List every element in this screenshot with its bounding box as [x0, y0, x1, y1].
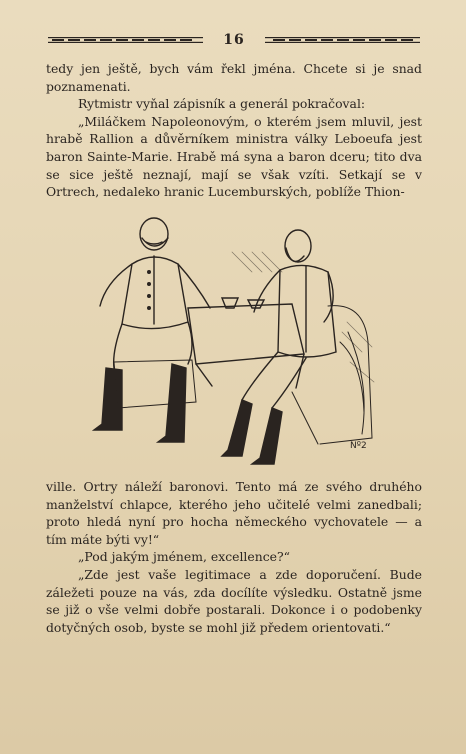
paragraph: „Zde jest vaše legitimace a zde doporučení. Bude záležeti pouze na vás, zda docílíte výsledku. Ostatně jsme se již o vše velmi dobře postarali. Dokonce i o podobenky dotyčných osob, byste se mohl již předem orientovati.“ — [46, 566, 422, 635]
illustration-drawing — [92, 212, 378, 474]
illustration-signature: Nº2 — [350, 441, 367, 451]
page-number: 16 — [223, 32, 245, 48]
armchair — [292, 306, 372, 444]
left-ornament-rule — [48, 36, 203, 44]
paragraph: ville. Ortry náleží baronovi. Tento má ze svého druhého manželství chlapce, kterého jeho učitelé velmi zanedbali; proto hledá nyní pro hocha německého vychovatele — a tím máte býti vy!“ — [46, 479, 422, 547]
general-figure — [94, 218, 210, 442]
officer-figure — [222, 230, 336, 464]
table — [188, 298, 304, 388]
paragraph: Rytmistr vyňal zápisník a generál pokračoval: — [78, 96, 366, 112]
right-ornament-rule — [265, 36, 420, 44]
paragraph: tedy jen ještě, bych vám řekl jména. Chcete si je snad poznamenati. — [46, 61, 422, 94]
paragraph: „Pod jakým jménem, excellence?“ — [78, 549, 290, 565]
page-header — [48, 30, 420, 50]
illustration — [92, 212, 378, 474]
top-text-block — [46, 60, 422, 201]
bottom-text-block — [46, 478, 422, 636]
paragraph: „Miláčkem Napoleonovým, o kterém jsem mluvil, jest hrabě Rallion a důvěrníkem ministra války Leboeufa jest baron Sainte-Marie. Hrabě má syna a baron dceru; tito dva se sice ještě neznají, mají se však vzíti. Setkají se v Ortrech, nedaleko hranic Lucemburských, poblíže Thion- — [46, 113, 422, 200]
